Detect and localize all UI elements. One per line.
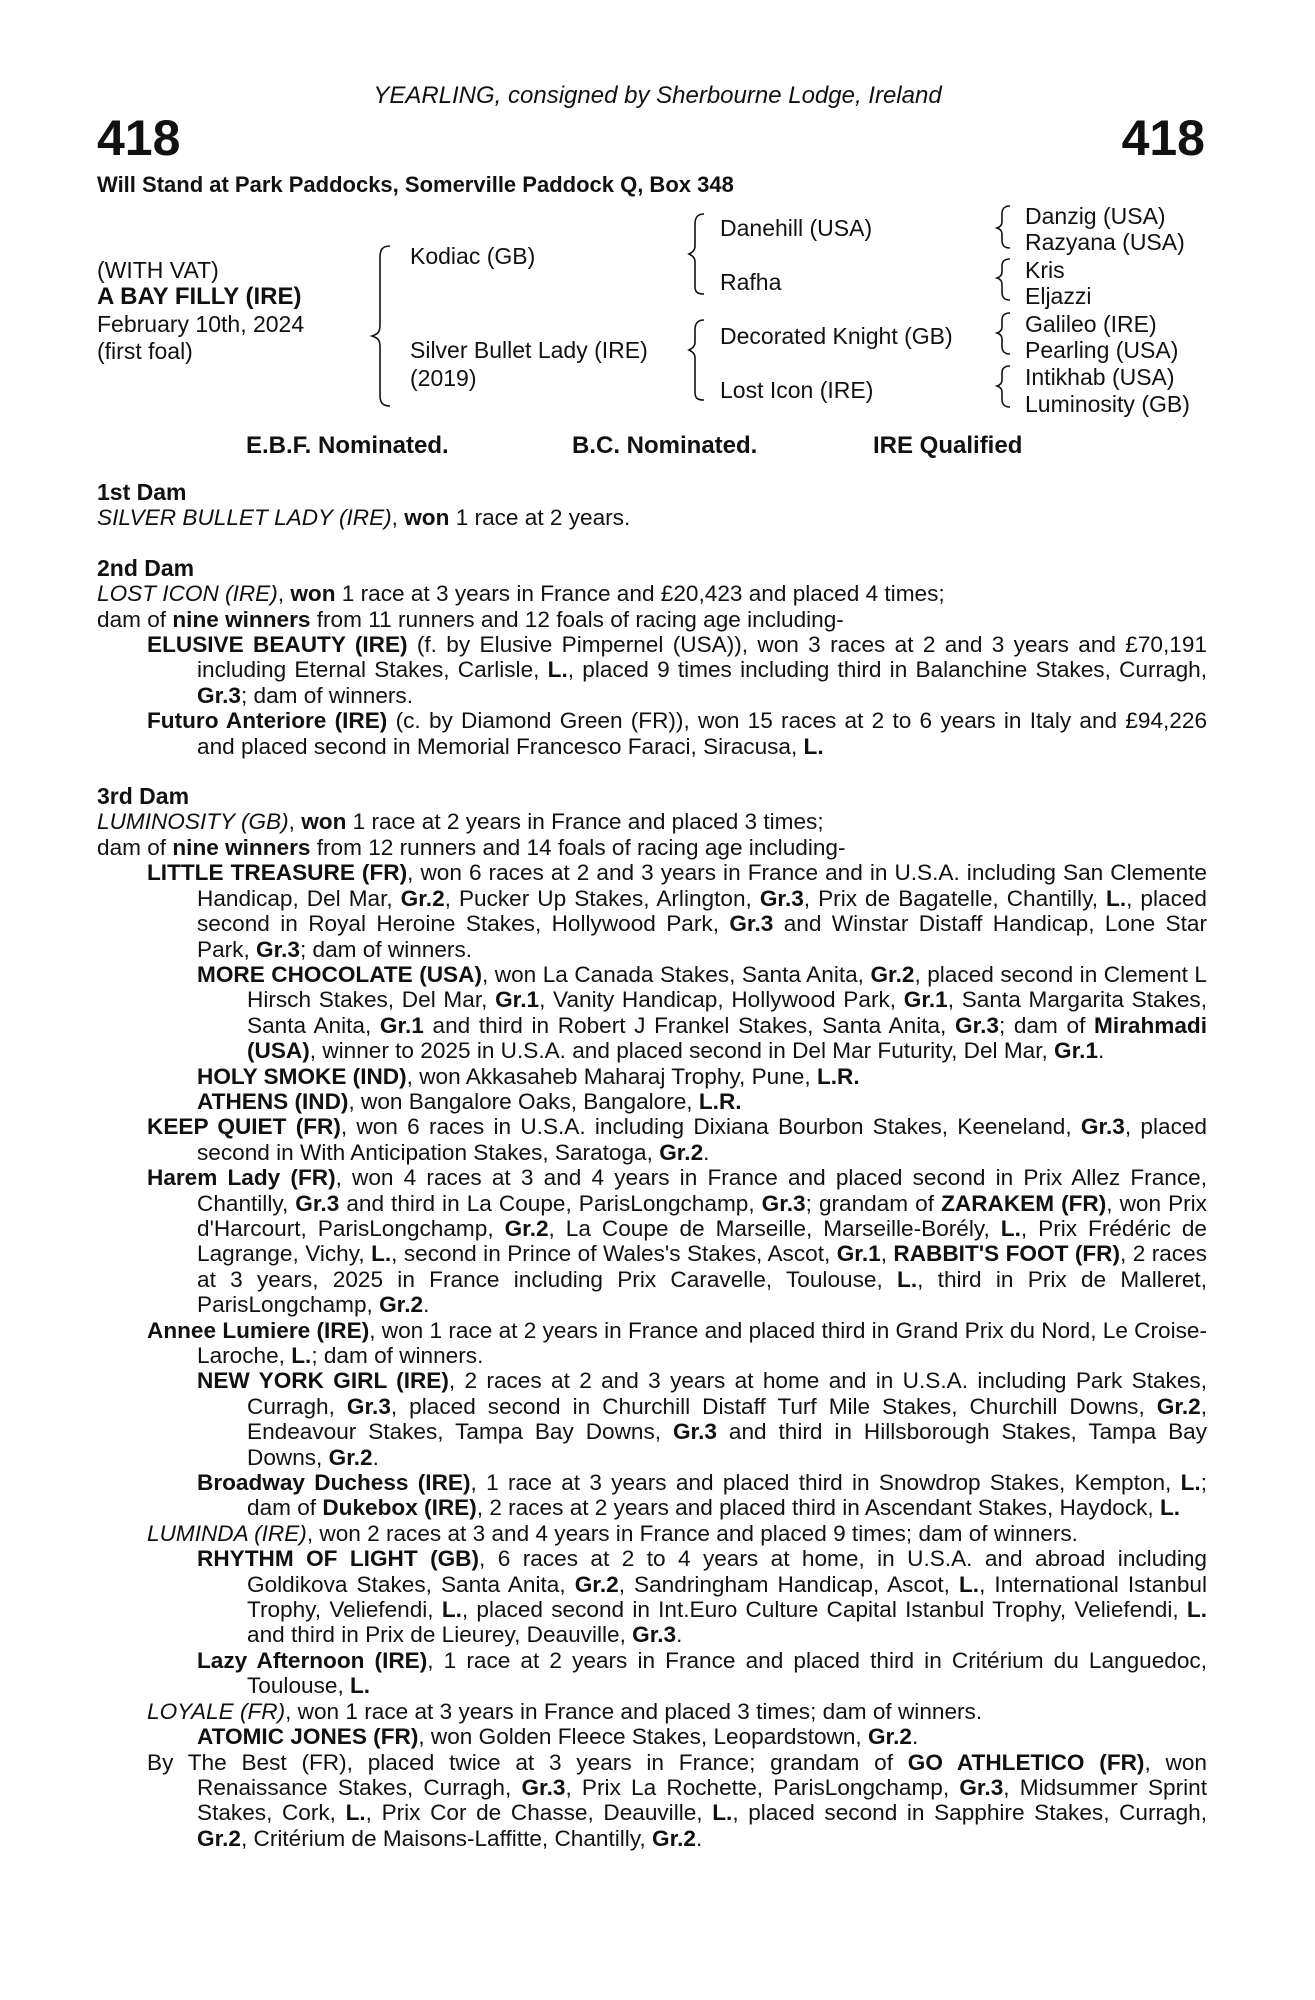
ancestor-2: Razyana (USA): [1025, 229, 1185, 255]
grade: Gr.1: [836, 1241, 881, 1267]
text: , 2 races at 3 years, 2025 in France including Prix Caravelle, Toulouse,: [197, 1241, 1207, 1292]
text: , third in Prix de Malleret, ParisLongchamp,: [197, 1266, 1207, 1318]
ancestor-8: Luminosity (GB): [1025, 391, 1190, 417]
horse-name: RABBIT'S FOOT (FR): [893, 1241, 1120, 1267]
third-dam-name: LUMINOSITY (GB): [97, 809, 289, 835]
ebf-nominated: E.B.F. Nominated.: [246, 432, 449, 459]
grade: Gr.2: [504, 1215, 549, 1241]
text: dam of: [97, 834, 173, 860]
text: .: [676, 1622, 683, 1648]
third-dam-produce: [97, 835, 1207, 860]
text: and third in Robert J Frankel Stakes, Santa Anita,: [423, 1012, 955, 1038]
text: , 1 race at 2 years in France and placed third in Critérium du Languedoc, Toulouse,: [247, 1647, 1207, 1699]
lot-number-left: 418: [97, 110, 181, 166]
first-dam-text: 1 race at 2 years.: [449, 505, 631, 531]
produce-by-the-best: [97, 1750, 1207, 1852]
won-label: won: [404, 505, 450, 531]
grade: L.: [958, 1571, 980, 1597]
ancestor-3: Kris: [1025, 257, 1065, 283]
produce-new-york-girl: [97, 1368, 1207, 1470]
grade: Gr.3: [632, 1622, 677, 1648]
winners-count: nine winners: [172, 834, 311, 860]
dam-dam-name: Lost Icon (IRE): [720, 377, 874, 403]
text: , placed 9 times including third in Balanchine Stakes, Curragh,: [567, 657, 1207, 683]
horse-name: NEW YORK GIRL (IRE): [197, 1368, 449, 1394]
text: and third in Prix de Lieurey, Deauville,: [247, 1622, 633, 1648]
grade: L.: [712, 1800, 733, 1826]
grade: Gr.2: [1156, 1393, 1201, 1419]
horse-name: ELUSIVE BEAUTY (IRE): [147, 632, 408, 658]
grade: Gr.2: [867, 1724, 912, 1750]
foal-note: (first foal): [97, 338, 193, 364]
text: and third in Hillsborough Stakes, Tampa Bay Downs,: [247, 1419, 1207, 1470]
text: , placed second in With Anticipation Stakes, Saratoga,: [197, 1114, 1208, 1165]
text: , won 1 race at 2 years in France and placed third in Grand Prix du Nord, Le Croise-Laroche,: [197, 1317, 1207, 1368]
brace-dam: [689, 320, 704, 400]
grade: Gr.1: [903, 987, 948, 1013]
horse-name: Broadway Duchess (IRE): [197, 1470, 471, 1496]
grade: L.: [345, 1800, 366, 1826]
grade: Gr.3: [346, 1393, 391, 1419]
grade: L.: [1186, 1597, 1207, 1623]
text: and third in La Coupe, ParisLongchamp,: [339, 1190, 762, 1216]
sire-dam-name: Rafha: [720, 269, 782, 295]
catalogue-body: [97, 480, 1207, 1851]
produce-little-treasure: [97, 860, 1207, 962]
grade: Gr.2: [197, 1825, 241, 1851]
horse-name: ZARAKEM (FR): [941, 1190, 1107, 1216]
produce-rhythm-of-light: [97, 1546, 1207, 1648]
text: , La Coupe de Marseille, Marseille-Borély,: [548, 1215, 1001, 1241]
horse-name: ATOMIC JONES (FR): [197, 1724, 419, 1750]
grade: Gr.3: [959, 1774, 1004, 1800]
grade: Gr.2: [870, 961, 915, 987]
winners-count: nine winners: [172, 606, 311, 632]
ancestor-4: Eljazzi: [1025, 283, 1092, 309]
lot-number-right: 418: [1121, 110, 1205, 166]
text: By The Best (FR), placed twice at 3 years in France; grandam of: [147, 1749, 908, 1775]
text: , placed second in Churchill Distaff Turf Mile Stakes, Churchill Downs,: [390, 1393, 1157, 1419]
produce-keep-quiet: [97, 1114, 1207, 1165]
text: , won Bangalore Oaks, Bangalore,: [348, 1088, 699, 1114]
horse-name: Futuro Anteriore (IRE): [147, 708, 388, 734]
ancestor-5: Galileo (IRE): [1025, 311, 1157, 337]
ire-qualified: IRE Qualified: [873, 432, 1023, 459]
grade: Gr.1: [495, 987, 540, 1013]
text: , won 1 race at 3 years in France and placed 3 times; dam of winners.: [285, 1698, 983, 1724]
horse-name: RHYTHM OF LIGHT (GB): [197, 1546, 480, 1572]
foaling-date: February 10th, 2024: [97, 311, 305, 337]
text: , Prix Frédéric de Lagrange, Vichy,: [197, 1215, 1207, 1267]
dam-year: (2019): [410, 365, 477, 391]
dam-sire-name: Decorated Knight (GB): [720, 323, 953, 349]
sire-name: Kodiac (GB): [410, 243, 536, 269]
grade: Gr.3: [1080, 1114, 1125, 1140]
third-dam-heading: 3rd Dam: [97, 783, 190, 810]
text: , placed second in Int.Euro Culture Capital Istanbul Trophy, Veliefendi,: [461, 1597, 1187, 1623]
grade: L.: [1159, 1495, 1181, 1521]
brace-main: [372, 246, 390, 406]
text: , International Istanbul Trophy, Veliefendi,: [247, 1571, 1207, 1623]
text: ; grandam of: [805, 1190, 942, 1216]
second-dam-produce: [97, 607, 1207, 632]
grade: Gr.2: [652, 1825, 696, 1851]
text: , winner to 2025 in U.S.A. and placed second in Del Mar Futurity, Del Mar,: [309, 1038, 1055, 1064]
grade: L.: [291, 1343, 312, 1368]
grade: L.R.: [698, 1088, 742, 1114]
second-dam-record: LOST ICON (IRE), won 1 race at 3 years in France and £20,423 and placed 4 times;: [97, 581, 945, 607]
grade: L.: [1106, 885, 1127, 911]
first-dam-heading: 1st Dam: [97, 479, 187, 505]
text: .: [423, 1292, 430, 1318]
horse-name: ATHENS (IND): [197, 1088, 349, 1114]
second-dam-text: 1 race at 3 years in France and £20,423 and placed 4 times;: [335, 581, 945, 607]
text: , 2 races at 2 years and placed third in Ascendant Stakes, Haydock,: [476, 1495, 1160, 1521]
text: , Critérium de Maisons-Laffitte, Chantilly,: [240, 1825, 652, 1851]
horse-name: KEEP QUIET (FR): [147, 1114, 341, 1140]
text: , Sandringham Handicap, Ascot,: [618, 1571, 959, 1597]
text: ,: [880, 1241, 894, 1267]
brace-g34: [997, 259, 1010, 300]
sale-subtitle: YEARLING, consigned by Sherbourne Lodge, Ireland: [373, 82, 942, 109]
grade: L.R.: [816, 1063, 860, 1089]
text: , Santa Margarita Stakes, Santa Anita,: [247, 987, 1207, 1038]
text: , Vanity Handicap, Hollywood Park,: [539, 987, 904, 1013]
brace-g56: [997, 313, 1010, 354]
text: , won Renaissance Stakes, Curragh,: [197, 1749, 1207, 1800]
won-label: won: [290, 581, 336, 607]
produce-futuro-anteriore: [97, 708, 1207, 759]
horse-name: GO ATHLETICO (FR): [907, 1749, 1145, 1775]
text: , won 6 races at 2 and 3 years in France and in U.S.A. including San Clemente Handicap, Del Mar,: [197, 860, 1207, 911]
stand-location: Will Stand at Park Paddocks, Somerville Paddock Q, Box 348: [97, 172, 734, 197]
produce-atomic-jones: [97, 1724, 1207, 1749]
produce-elusive-beauty: [97, 632, 1207, 708]
text: , won Golden Fleece Stakes, Leopardstown,: [418, 1724, 868, 1750]
text: , won 2 races at 3 and 4 years in France and placed 9 times; dam of winners.: [306, 1520, 1078, 1546]
grade: Gr.3: [521, 1774, 566, 1800]
grade: Gr.3: [729, 911, 774, 937]
text: , placed second in Royal Heroine Stakes, Hollywood Park,: [197, 885, 1207, 937]
horse-name: LUMINDA (IRE): [147, 1520, 307, 1546]
text: and Winstar Distaff Handicap, Lone Star Park,: [197, 911, 1207, 962]
grade: L.: [441, 1597, 462, 1623]
horse-name: Annee Lumiere (IRE): [147, 1317, 370, 1343]
horse-name: Dukebox (IRE): [322, 1495, 477, 1521]
text: ; dam of: [998, 1012, 1094, 1038]
horse-name: LOYALE (FR): [147, 1698, 286, 1724]
grade: Gr.3: [672, 1419, 717, 1445]
first-dam-record: SILVER BULLET LADY (IRE), won 1 race at 2 years.: [97, 505, 631, 531]
brace-g12: [997, 206, 1010, 248]
brace-sire: [689, 214, 704, 294]
brace-g78: [997, 366, 1010, 407]
grade: Gr.2: [659, 1139, 704, 1165]
grade: L.: [371, 1241, 392, 1267]
first-dam-name: SILVER BULLET LADY (IRE): [97, 505, 392, 531]
produce-annee-lumiere: [97, 1318, 1207, 1369]
grade: Gr.1: [1054, 1038, 1099, 1064]
text: (f. by Elusive Pimpernel (USA)), won 3 races at 2 and 3 years and £70,191 including Eternal Stakes, Carlisle,: [197, 632, 1207, 683]
text: (c. by Diamond Green (FR)), won 15 races at 2 to 6 years in Italy and £94,226 and placed second in Memorial Francesco Faraci, Siracusa,: [197, 708, 1208, 759]
produce-athens: [97, 1089, 1207, 1114]
grade: Gr.3: [256, 936, 300, 962]
grade: Gr.1: [379, 1012, 424, 1038]
text: , won 6 races in U.S.A. including Dixiana Bourbon Stakes, Keeneland,: [340, 1114, 1081, 1140]
third-dam-record: LUMINOSITY (GB), won 1 race at 2 years in France and placed 3 times;: [97, 809, 824, 835]
horse-name: A BAY FILLY (IRE): [97, 283, 302, 310]
bc-nominated: B.C. Nominated.: [572, 432, 758, 459]
text: , 2 races at 2 and 3 years at home and in U.S.A. including Park Stakes, Curragh,: [247, 1368, 1207, 1419]
text: , Prix de Bagatelle, Chantilly,: [803, 885, 1107, 911]
horse-name: Mirahmadi (USA): [247, 1012, 1207, 1064]
grade: Gr.2: [379, 1292, 424, 1318]
won-label: won: [301, 809, 347, 835]
grade: Gr.2: [400, 885, 445, 911]
second-dam-name: LOST ICON (IRE): [97, 581, 278, 607]
horse-name: Lazy Afternoon (IRE): [197, 1647, 428, 1673]
ancestor-1: Danzig (USA): [1025, 203, 1166, 229]
text: , Prix Cor de Chasse, Deauville,: [365, 1800, 713, 1826]
produce-loyale: [97, 1699, 1207, 1724]
text: .: [703, 1139, 710, 1165]
grade: L.: [350, 1673, 371, 1699]
produce-holy-smoke: [97, 1064, 1207, 1089]
text: , second in Prince of Wales's Stakes, Ascot,: [391, 1241, 837, 1267]
produce-lazy-afternoon: [97, 1648, 1207, 1699]
text: ; dam of: [247, 1470, 1207, 1521]
text: , won La Canada Stakes, Santa Anita,: [481, 961, 871, 987]
text: .: [1098, 1038, 1105, 1064]
grade: L.: [897, 1266, 918, 1292]
text: .: [372, 1444, 379, 1470]
grade: Gr.3: [197, 682, 241, 708]
dam-name: Silver Bullet Lady (IRE): [410, 337, 648, 363]
second-dam-heading: 2nd Dam: [97, 554, 195, 581]
text: .: [911, 1724, 919, 1750]
horse-name: HOLY SMOKE (IND): [197, 1063, 407, 1089]
text: ; dam of winners.: [299, 936, 473, 962]
grade: L.: [1000, 1215, 1021, 1241]
text: .: [695, 1825, 703, 1851]
text: , won Akkasaheb Maharaj Trophy, Pune,: [406, 1063, 817, 1089]
text: ; dam of winners.: [240, 682, 414, 708]
text: , 6 races at 2 to 4 years at home, in U.S.A. and abroad including Goldikova Stakes, Santa Anita,: [247, 1546, 1207, 1597]
text: dam of: [97, 606, 173, 632]
ancestor-7: Intikhab (USA): [1025, 364, 1175, 390]
vat-note: (WITH VAT): [97, 257, 219, 283]
ancestor-6: Pearling (USA): [1025, 337, 1179, 363]
text: , Prix La Rochette, ParisLongchamp,: [565, 1774, 960, 1800]
produce-luminda: [97, 1521, 1207, 1546]
text: , placed second in Clement L Hirsch Stakes, Del Mar,: [247, 961, 1207, 1013]
text: , placed second in Sapphire Stakes, Curragh,: [732, 1800, 1208, 1826]
text: , 1 race at 3 years and placed third in Snowdrop Stakes, Kempton,: [470, 1470, 1181, 1496]
sire-sire-name: Danehill (USA): [720, 215, 873, 241]
text: ; dam of winners.: [311, 1343, 484, 1368]
text: , Pucker Up Stakes, Arlington,: [444, 885, 760, 911]
text: , won Prix d'Harcourt, ParisLongchamp,: [197, 1190, 1207, 1241]
grade: L.: [803, 733, 824, 759]
grade: Gr.3: [761, 1190, 806, 1216]
grade: Gr.2: [328, 1444, 373, 1470]
grade: Gr.3: [759, 885, 804, 911]
text: , won 4 races at 3 and 4 years in France and placed second in Prix Allez France, Chantilly,: [197, 1165, 1207, 1216]
text: from 11 runners and 12 foals of racing age including-: [310, 606, 844, 632]
grade: L.: [547, 657, 568, 683]
third-dam-text: 1 race at 2 years in France and placed 3 times;: [346, 809, 824, 835]
text: , Midsummer Sprint Stakes, Cork,: [197, 1774, 1207, 1826]
produce-more-chocolate: [97, 962, 1207, 1064]
grade: Gr.3: [295, 1190, 340, 1216]
produce-harem-lady: [97, 1165, 1207, 1317]
horse-name: Harem Lady (FR): [147, 1165, 336, 1191]
grade: Gr.2: [574, 1571, 619, 1597]
grade: L.: [1180, 1470, 1201, 1496]
grade: Gr.3: [955, 1012, 999, 1038]
text: , Endeavour Stakes, Tampa Bay Downs,: [247, 1393, 1207, 1445]
horse-name: LITTLE TREASURE (FR): [147, 860, 408, 886]
horse-name: MORE CHOCOLATE (USA): [197, 961, 482, 987]
text: from 12 runners and 14 foals of racing age including-: [310, 834, 846, 860]
produce-broadway-duchess: [97, 1470, 1207, 1521]
